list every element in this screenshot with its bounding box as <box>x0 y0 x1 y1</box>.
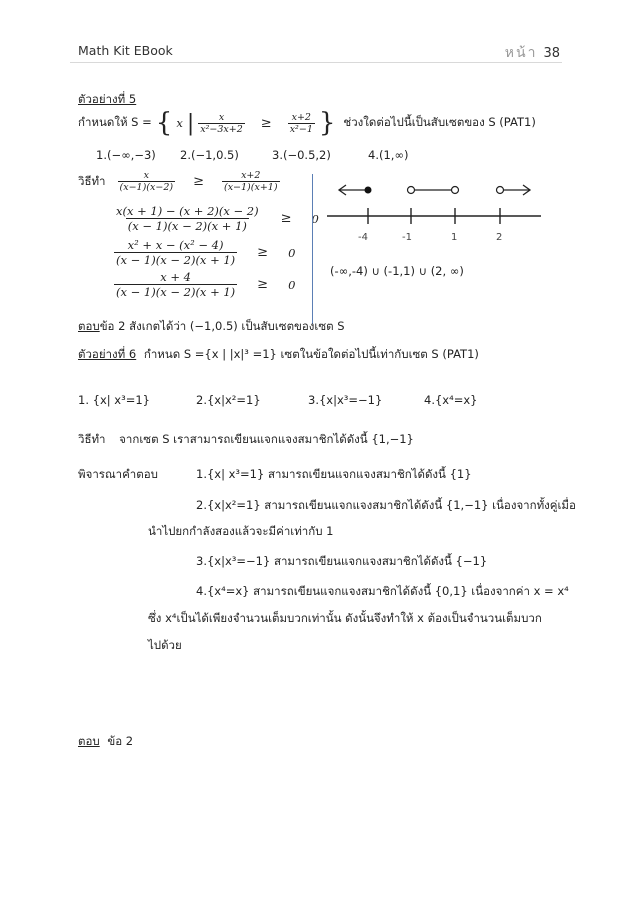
right-brace: } <box>318 108 336 138</box>
method-label: วิธีทำ <box>78 432 106 446</box>
tick-label: 2 <box>496 232 503 243</box>
consider-item-2: 2.{x|x²=1} สามารถเขียนแจกแจงสมาชิกได้ดังนี้ {1,−1} เนื่องจากทั้งคู่เมื่อ <box>196 498 576 512</box>
ex6-choice-4: 4.{x⁴=x} <box>424 393 478 407</box>
header-divider <box>70 62 562 63</box>
answer-label: ตอบ <box>78 734 100 748</box>
page-word: หน้า <box>504 45 538 61</box>
tick-label: 1 <box>451 232 458 243</box>
consider-item-2-cont: นำไปยกกำลังสองแล้วจะมีค่าเท่ากับ 1 <box>148 524 334 538</box>
example5-heading: ตัวอย่างที่ 5 <box>78 92 137 106</box>
fraction-numerator: x+2 <box>241 170 261 181</box>
column-divider <box>312 174 313 324</box>
answer-text: ข้อ 2 สังเกตได้ว่า (−1,0.5) เป็นสับเซตของเซต S <box>99 319 345 333</box>
fraction-left <box>198 112 245 135</box>
fraction-numerator: x² + x − (x² − 4) <box>127 238 224 252</box>
example6-given: กำหนด S ={x | |x|³ =1} เซตในข้อใดต่อไปนี้เท่ากับเซต S (PAT1) <box>143 347 479 361</box>
open-dot <box>452 187 459 194</box>
answer-text: ข้อ 2 <box>107 734 134 748</box>
ge-symbol: ≥ <box>257 277 269 292</box>
zero: 0 <box>288 245 296 260</box>
consider-item-3: 3.{x|x³=−1} สามารถเขียนแจกแจงสมาชิกได้ดังนี้ {−1} <box>196 554 488 568</box>
page-number: 38 <box>543 46 560 61</box>
fraction-denominator: x²−1 <box>289 123 313 135</box>
method-text: จากเซต S เราสามารถเขียนแจกแจงสมาชิกได้ดังนี้ {1,−1} <box>119 432 414 446</box>
consider-item-4: 4.{x⁴=x} สามารถเขียนแจกแจงสมาชิกได้ดังนี้ {0,1} เนื่องจากค่า x = x⁴ <box>196 584 569 598</box>
set-bar: | <box>186 110 195 136</box>
ge-symbol: ≥ <box>260 115 272 131</box>
document-title: Math Kit EBook <box>78 43 173 58</box>
method-step-4 <box>114 270 295 299</box>
step1-left-fraction <box>118 170 176 193</box>
example6-heading: ตัวอย่างที่ 6 <box>78 347 137 361</box>
step2-fraction <box>114 204 261 233</box>
consider-item-1: 1.{x| x³=1} สามารถเขียนแจกแจงสมาชิกได้ดังนี้ {1} <box>196 467 472 481</box>
tick-label: -1 <box>402 232 412 243</box>
open-dot <box>497 187 504 194</box>
consider-label: พิจารณาคำตอบ <box>78 467 158 481</box>
fraction-denominator: (x − 1)(x − 2)(x + 1) <box>127 219 247 233</box>
ge-symbol: ≥ <box>280 211 292 226</box>
fraction-numerator: x <box>143 170 149 181</box>
step3-fraction <box>114 238 237 267</box>
fraction-denominator: (x − 1)(x − 2)(x + 1) <box>116 285 236 299</box>
solution-set: (-∞,-4) ∪ (-1,1) ∪ (2, ∞) <box>330 264 464 278</box>
open-dot <box>408 187 415 194</box>
consider-item-4-cont: ซึ่ง x⁴เป็นได้เพียงจำนวนเต็มบวกเท่านั้น ดังนั้นจึงทำให้ x ต้องเป็นจำนวนเต็มบวก <box>148 611 542 625</box>
example5-problem <box>78 108 536 138</box>
step1-right-fraction <box>222 170 280 193</box>
ex6-choice-2: 2.{x|x²=1} <box>196 393 261 407</box>
fraction-numerator: x <box>218 111 225 123</box>
choice-3: 3.(−0.5,2) <box>272 148 331 162</box>
ex6-choice-3: 3.{x|x³=−1} <box>308 393 383 407</box>
ge-symbol: ≥ <box>193 174 204 189</box>
answer-label: ตอบ <box>78 319 100 333</box>
tick-label: -4 <box>358 232 368 243</box>
ex6-method <box>78 431 414 449</box>
choice-4: 4.(1,∞) <box>368 148 409 162</box>
zero: 0 <box>311 211 319 226</box>
fraction-numerator: x + 4 <box>160 270 191 284</box>
fraction-denominator: (x−1)(x+1) <box>223 182 278 193</box>
ge-symbol: ≥ <box>257 245 269 260</box>
consider-item-4-cont2: ไปด้วย <box>148 638 182 652</box>
fraction-denominator: (x−1)(x−2) <box>119 182 174 193</box>
example6-problem <box>78 346 479 364</box>
set-variable: x <box>176 116 183 130</box>
ex6-choice-1: 1. {x| x³=1} <box>78 393 150 407</box>
closed-dot <box>365 187 372 194</box>
example6-answer <box>78 733 133 751</box>
method-step-1 <box>78 170 280 193</box>
page-indicator <box>505 42 560 64</box>
step4-fraction <box>114 270 237 299</box>
fraction-numerator: x(x + 1) − (x + 2)(x − 2) <box>116 204 259 218</box>
fraction-right <box>288 112 315 135</box>
left-brace: { <box>155 108 173 138</box>
method-step-3 <box>114 238 295 267</box>
method-step-2 <box>114 204 319 233</box>
choice-1: 1.(−∞,−3) <box>96 148 156 162</box>
given-prefix: กำหนดให้ S = <box>78 115 152 129</box>
fraction-numerator: x+2 <box>291 111 311 123</box>
question-text: ช่วงใดต่อไปนี้เป็นสับเซตของ S (PAT1) <box>343 115 536 129</box>
method-label: วิธีทำ <box>78 173 106 188</box>
fraction-denominator: x²−3x+2 <box>200 123 243 135</box>
example5-answer <box>78 318 345 336</box>
zero: 0 <box>288 277 296 292</box>
fraction-denominator: (x − 1)(x − 2)(x + 1) <box>116 253 236 267</box>
choice-2: 2.(−1,0.5) <box>180 148 239 162</box>
